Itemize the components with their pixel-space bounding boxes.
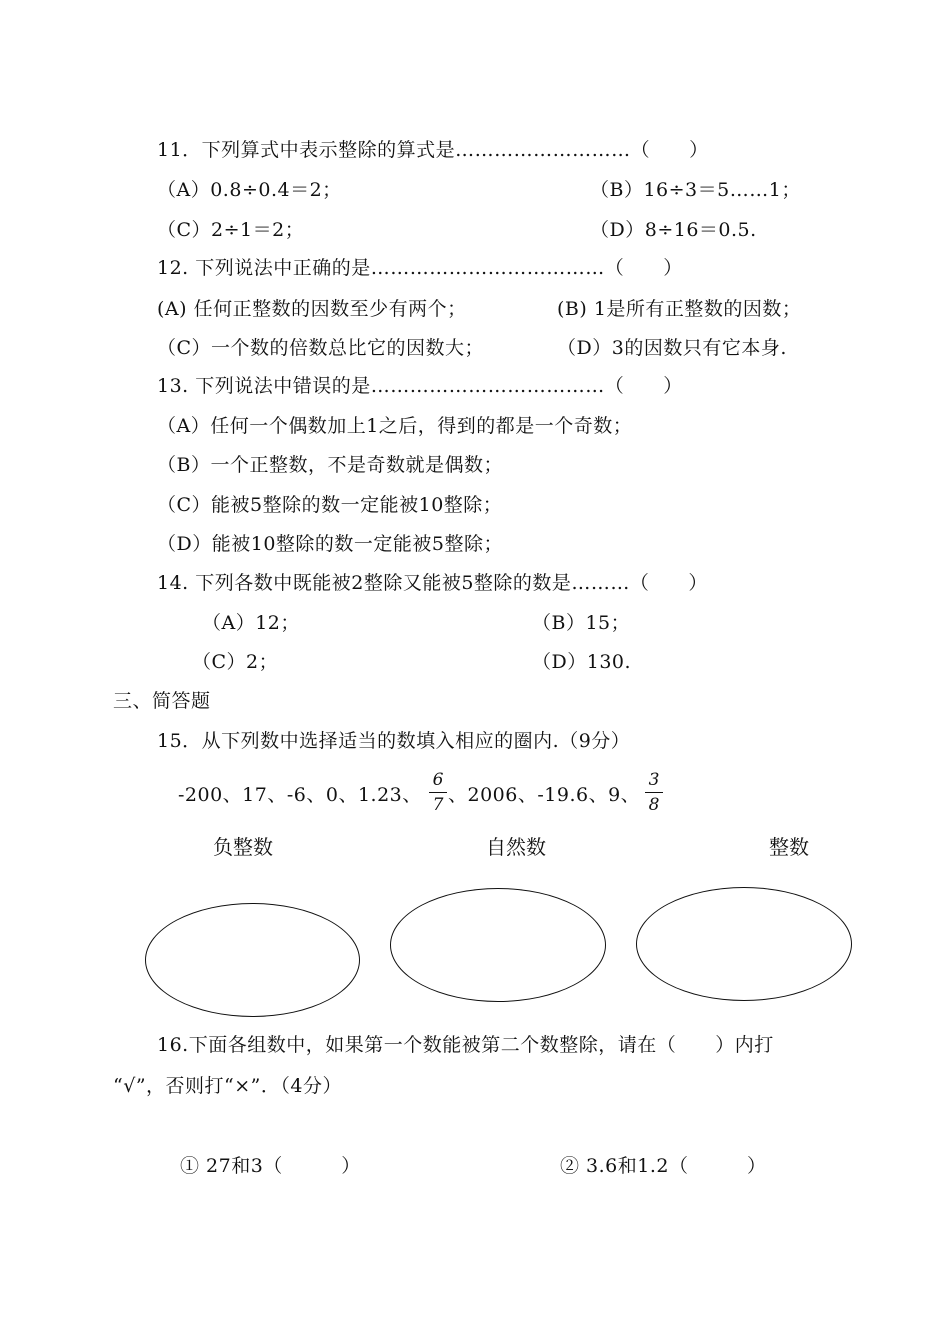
fraction-denominator: 8 bbox=[648, 795, 660, 815]
label-negative-integers: 负整数 bbox=[213, 835, 273, 859]
q15-stem: 15．从下列数中选择适当的数填入相应的圈内.（9分） bbox=[157, 730, 631, 752]
q16-item1: ① 27和3（ ） bbox=[180, 1155, 361, 1177]
fraction-bar bbox=[429, 792, 447, 793]
negative-integers-circle[interactable] bbox=[145, 903, 360, 1017]
natural-numbers-circle[interactable] bbox=[390, 888, 606, 1002]
integers-circle[interactable] bbox=[636, 887, 852, 1001]
q16-item2: ② 3.6和1.2（ ） bbox=[560, 1155, 767, 1177]
fraction-denominator: 7 bbox=[432, 795, 444, 815]
q12-option-b: (B) 1是所有正整数的因数； bbox=[557, 298, 802, 320]
fraction-six-sevenths bbox=[429, 770, 447, 815]
q14-option-a: （A）12； bbox=[202, 612, 300, 634]
q12-option-a: (A) 任何正整数的因数至少有两个； bbox=[157, 298, 467, 320]
fraction-bar bbox=[645, 792, 663, 793]
q11-option-c: （C）2÷1＝2； bbox=[157, 219, 305, 241]
q12-option-c: （C）一个数的倍数总比它的因数大； bbox=[157, 337, 485, 359]
fraction-numerator: 6 bbox=[432, 770, 444, 790]
q11-option-d: （D）8÷16＝0.5. bbox=[590, 219, 757, 241]
section-title: 三、简答题 bbox=[113, 690, 211, 712]
fraction-three-eighths bbox=[645, 770, 663, 815]
q14-option-b: （B）15； bbox=[532, 612, 631, 634]
q16-line1: 16.下面各组数中，如果第一个数能被第二个数整除，请在（ ）内打 bbox=[157, 1034, 774, 1056]
q14-option-c: （C）2； bbox=[192, 651, 279, 673]
q13-option-d: （D）能被10整除的数一定能被5整除； bbox=[157, 533, 503, 555]
q15-numbers-part2: 、2006、-19.6、9、 bbox=[448, 784, 641, 806]
q15-numbers-part1: -200、17、-6、0、1.23、 bbox=[178, 784, 422, 806]
label-integers: 整数 bbox=[769, 835, 809, 859]
q14-option-d: （D）130. bbox=[532, 651, 632, 673]
q13-option-a: （A）任何一个偶数加上1之后，得到的都是一个奇数； bbox=[157, 415, 633, 437]
q11-option-b: （B）16÷3＝5……1； bbox=[590, 179, 801, 201]
q13-stem: 13. 下列说法中错误的是………………………………（ ） bbox=[157, 375, 683, 397]
q14-stem: 14. 下列各数中既能被2整除又能被5整除的数是………（ ） bbox=[157, 572, 708, 594]
q13-option-b: （B）一个正整数，不是奇数就是偶数； bbox=[157, 454, 503, 476]
q12-stem: 12. 下列说法中正确的是………………………………（ ） bbox=[157, 257, 683, 279]
label-natural-numbers: 自然数 bbox=[486, 835, 546, 859]
fraction-numerator: 3 bbox=[648, 770, 660, 790]
q11-option-a: （A）0.8÷0.4＝2； bbox=[157, 179, 342, 201]
q13-option-c: （C）能被5整除的数一定能被10整除； bbox=[157, 494, 503, 516]
q16-line2: “√”，否则打“×”．（4分） bbox=[113, 1075, 342, 1097]
q12-option-d: （D）3的因数只有它本身. bbox=[557, 337, 787, 359]
q11-stem: 11．下列算式中表示整除的算式是………………………（ ） bbox=[157, 139, 709, 161]
